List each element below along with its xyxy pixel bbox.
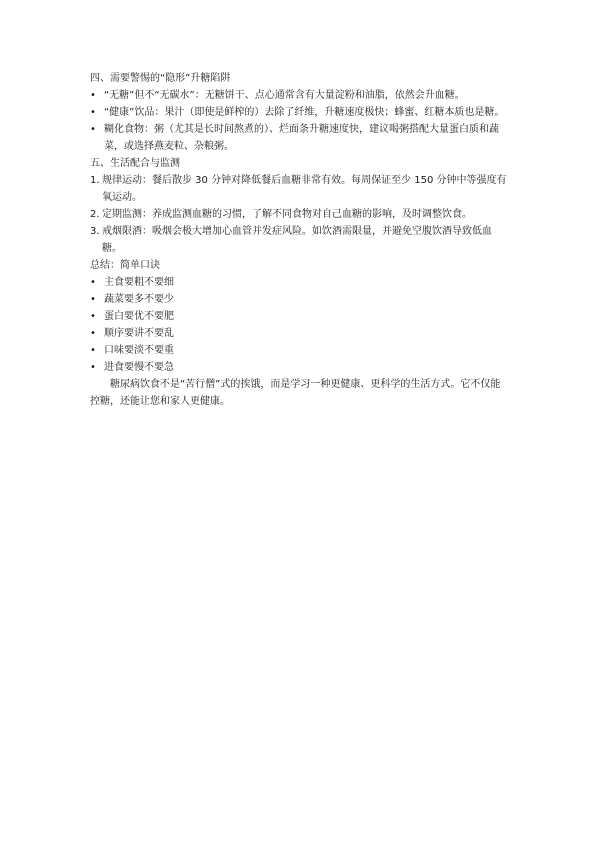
list-item <box>90 359 508 376</box>
section4-heading: 四、需要警惕的“隐形”升糖陷阱 <box>90 73 231 84</box>
list-number: 1. <box>90 175 100 186</box>
bullet-text: 进食要慢不要急 <box>104 362 174 373</box>
section5-heading: 五、生活配合与监测 <box>90 158 180 169</box>
list-text: 戒烟限酒：吸烟会极大增加心血管并发症风险。如饮酒需限量，并避免空腹饮酒导致低血糖。 <box>102 226 492 254</box>
bullet-text: “健康”饮品：果汁（即使是鲜榨的）去除了纤维，升糖速度极快；蜂蜜、红糖本质也是糖。 <box>104 107 505 118</box>
list-number: 2. <box>90 209 100 220</box>
list-item <box>90 104 508 121</box>
bullet-text: 顺序要讲不要乱 <box>104 328 174 339</box>
bullet-icon: • <box>90 90 96 101</box>
bullet-icon: • <box>90 345 96 356</box>
list-text: 定期监测：养成监测血糖的习惯，了解不同食物对自己血糖的影响，及时调整饮食。 <box>102 209 472 220</box>
list-item <box>90 87 508 104</box>
list-item <box>90 223 508 257</box>
bullet-icon: • <box>90 277 96 288</box>
list-item <box>90 342 508 359</box>
bullet-text: 口味要淡不要重 <box>104 345 174 356</box>
list-item <box>90 291 508 308</box>
bullet-icon: • <box>90 294 96 305</box>
list-item <box>90 325 508 342</box>
list-item <box>90 206 508 223</box>
bullet-icon: • <box>90 107 96 118</box>
bullet-text: 主食要粗不要细 <box>104 277 174 288</box>
bullet-icon: • <box>90 328 96 339</box>
bullet-text: 蛋白要优不要肥 <box>104 311 174 322</box>
list-item <box>90 274 508 291</box>
summary-list <box>90 274 508 376</box>
bullet-icon: • <box>90 311 96 322</box>
list-item <box>90 121 508 155</box>
closing-paragraph: 糖尿病饮食不是“苦行僧”式的挨饿，而是学习一种更健康、更科学的生活方式。它不仅能控糖，还能让您和家人更健康。 <box>90 379 501 407</box>
bullet-text: “无糖”但不“无碳水”：无糖饼干、点心通常含有大量淀粉和油脂，依然会升血糖。 <box>104 90 465 101</box>
bullet-text: 蔬菜要多不要少 <box>104 294 174 305</box>
list-item <box>90 308 508 325</box>
bullet-icon: • <box>90 362 96 373</box>
summary-heading: 总结：简单口诀 <box>90 260 160 271</box>
bullet-icon: • <box>90 124 96 135</box>
list-number: 3. <box>90 226 100 237</box>
bullet-text: 糊化食物：粥（尤其是长时间熬煮的）、烂面条升糖速度快，建议喝粥搭配大量蛋白质和蔬菜，或选择燕麦粒、杂粮粥。 <box>104 124 499 152</box>
list-item <box>90 172 508 206</box>
document-page <box>90 70 508 410</box>
list-text: 规律运动：餐后散步 30 分钟对降低餐后血糖非常有效。每周保证至少 150 分钟中等强度有氧运动。 <box>102 175 507 203</box>
